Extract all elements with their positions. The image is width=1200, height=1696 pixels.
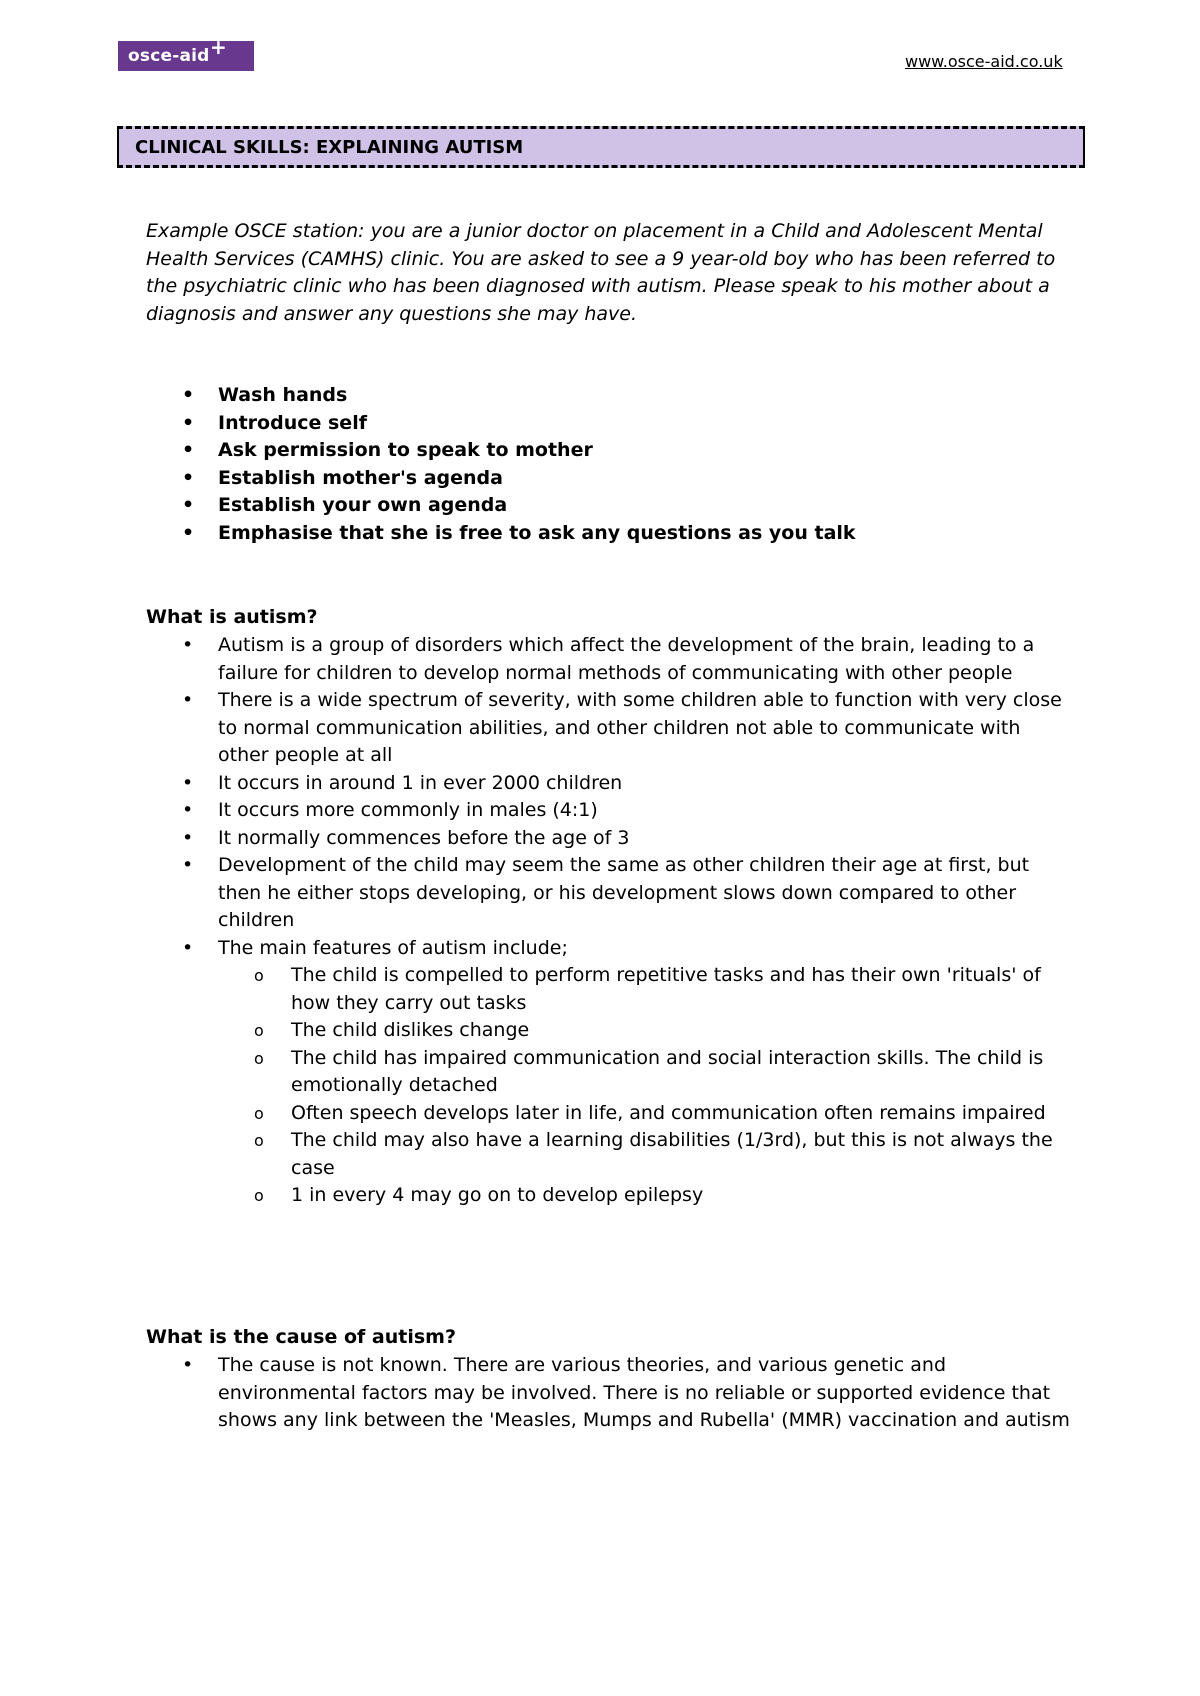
feature-text: The child may also have a learning disabilities (1/3rd), but this is not always the case: [291, 1129, 1053, 1179]
sub-list-item: [218, 1017, 1076, 1045]
bullet-icon: •: [182, 771, 194, 794]
point-text: There is a wide spectrum of severity, with some children able to function with very close to normal communication abilities, and other children not able to communicate with other people at all: [218, 689, 1062, 766]
cause-list: [146, 1352, 1076, 1435]
list-item: [146, 382, 1076, 410]
list-item: [146, 770, 1076, 798]
intro-step-text: Ask permission to speak to mother: [218, 439, 593, 461]
sub-bullet-icon: o: [254, 966, 264, 985]
intro-steps-list: [146, 382, 1076, 547]
list-item: [146, 797, 1076, 825]
list-item: [146, 852, 1076, 935]
point-text: The main features of autism include;: [218, 936, 568, 959]
intro-step-text: Emphasise that she is free to ask any questions as you talk: [218, 521, 856, 544]
sub-bullet-icon: o: [254, 1131, 264, 1150]
sub-bullet-icon: o: [254, 1103, 264, 1123]
what-is-autism-list: [146, 632, 1076, 1210]
bullet-icon: •: [182, 854, 194, 876]
list-item: [146, 520, 1076, 548]
features-sublist: [218, 962, 1076, 1210]
website-link[interactable]: www.osce-aid.co.uk: [905, 52, 1063, 71]
list-item: [146, 465, 1076, 493]
sub-bullet-icon: o: [254, 1048, 264, 1068]
sub-bullet-icon: o: [254, 1021, 264, 1040]
point-text: The cause is not known. There are various theories, and various genetic and environmental factors may be involved. There is no reliable or supported evidence that shows any link between the 'Measles, Mumps and Rubella' (MMR) vaccination and autism: [218, 1354, 1070, 1431]
intro-step-text: Introduce self: [218, 411, 367, 434]
point-text: It occurs in around 1 in ever 2000 children: [218, 771, 623, 794]
list-item: [146, 825, 1076, 853]
section-heading-what-is-autism: What is autism?: [146, 606, 318, 628]
list-item: [146, 1352, 1076, 1435]
feature-text: 1 in every 4 may go on to develop epilepsy: [291, 1184, 704, 1206]
intro-step-text: Establish your own agenda: [218, 494, 508, 516]
bullet-icon: •: [182, 826, 194, 849]
bullet-icon: •: [182, 1354, 194, 1376]
section-heading-cause: What is the cause of autism?: [146, 1326, 456, 1348]
feature-text: The child dislikes change: [291, 1019, 530, 1041]
page-title: CLINICAL SKILLS: EXPLAINING AUTISM: [135, 136, 524, 158]
scenario-text: Example OSCE station: you are a junior doctor on placement in a Child and Adolescent Mental Health Services (CAMHS) clinic. You are asked to see a 9 year-old boy who has been referred to the psychiatric clinic who has been diagnosed with autism. Please speak to his mother about a diagnosis and answer any questions she may have.: [146, 220, 1056, 325]
bullet-icon: •: [182, 936, 194, 959]
intro-step-text: Wash hands: [218, 384, 348, 406]
bullet-icon: •: [182, 689, 194, 711]
bullet-icon: •: [182, 521, 195, 544]
feature-text: The child has impaired communication and social interaction skills. The child is emotionally detached: [291, 1046, 1044, 1096]
feature-text: Often speech develops later in life, and communication often remains impaired: [291, 1101, 1046, 1124]
sub-list-item: [218, 1100, 1076, 1128]
bullet-icon: •: [182, 494, 195, 516]
list-item: [146, 632, 1076, 687]
sub-list-item: [218, 962, 1076, 1017]
bullet-icon: •: [182, 411, 195, 434]
point-text: Autism is a group of disorders which affect the development of the brain, leading to a failure for children to develop normal methods of communicating with other people: [218, 634, 1035, 684]
feature-text: The child is compelled to perform repetitive tasks and has their own 'rituals' of how they carry out tasks: [291, 964, 1041, 1014]
point-text: It normally commences before the age of 3: [218, 826, 630, 849]
bullet-icon: •: [182, 799, 194, 821]
logo-text: osce-aid: [128, 46, 210, 66]
sub-list-item: [218, 1127, 1076, 1182]
intro-step-text: Establish mother's agenda: [218, 466, 503, 489]
bullet-icon: •: [182, 634, 194, 656]
point-text: Development of the child may seem the same as other children their age at first, but then he either stops developing, or his development slows down compared to other children: [218, 854, 1030, 931]
list-item: [146, 492, 1076, 520]
sub-list-item: [218, 1045, 1076, 1100]
list-item: [146, 410, 1076, 438]
list-item: [146, 687, 1076, 770]
bullet-icon: •: [182, 439, 195, 461]
list-item: [146, 935, 1076, 1210]
sub-list-item: [218, 1182, 1076, 1210]
bullet-icon: •: [182, 466, 195, 489]
logo-plus-icon: +: [210, 35, 227, 59]
bullet-icon: •: [182, 384, 195, 406]
list-item: [146, 437, 1076, 465]
title-box: [117, 126, 1085, 168]
sub-bullet-icon: o: [254, 1186, 264, 1205]
osce-aid-logo: [118, 35, 254, 71]
point-text: It occurs more commonly in males (4:1): [218, 799, 598, 821]
